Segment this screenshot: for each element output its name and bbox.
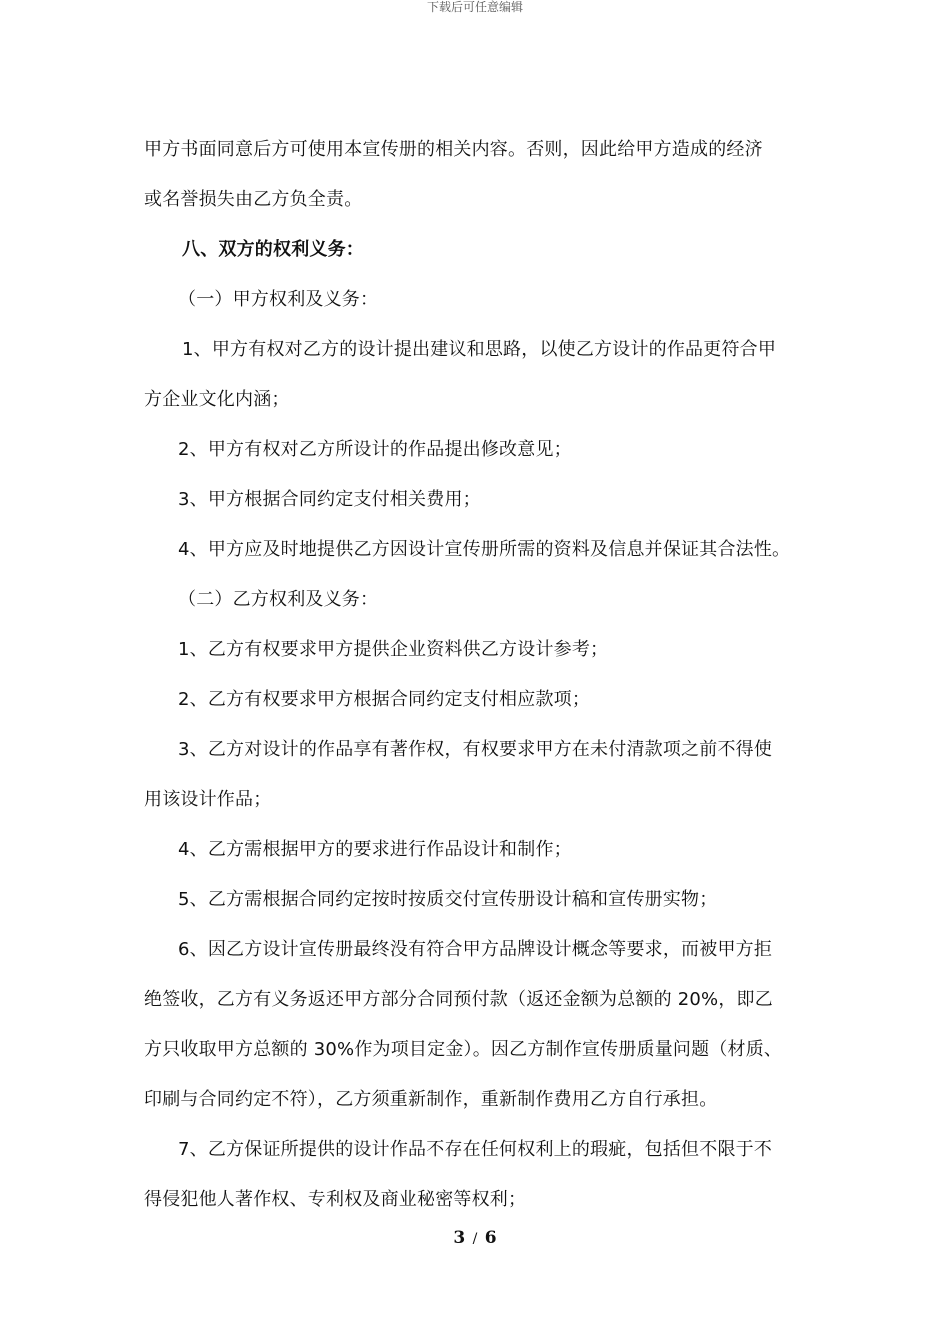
header-note: 下载后可任意编辑 xyxy=(426,0,523,14)
body-line: 方只收取甲方总额的 30%作为项目定金）。因乙方制作宣传册质量问题（材质、 xyxy=(144,1039,783,1060)
page-separator: / xyxy=(472,1231,478,1247)
body-line: 用该设计作品； xyxy=(144,789,272,810)
list-item: 1、乙方有权要求甲方提供企业资料供乙方设计参考； xyxy=(178,639,609,660)
body-line: 绝签收，乙方有义务返还甲方部分合同预付款（返还金额为总额的 20%，即乙 xyxy=(144,989,773,1010)
list-item: 1、甲方有权对乙方的设计提出建议和思路，以使乙方设计的作品更符合甲 xyxy=(182,339,777,360)
subsection-heading: （一）甲方权利及义务： xyxy=(178,289,379,310)
list-item: 6、因乙方设计宣传册最终没有符合甲方品牌设计概念等要求，而被甲方拒 xyxy=(178,939,773,960)
body-line: 甲方书面同意后方可使用本宣传册的相关内容。否则，因此给甲方造成的经济 xyxy=(144,139,763,160)
list-item: 5、乙方需根据合同约定按时按质交付宣传册设计稿和宣传册实物； xyxy=(178,889,718,910)
list-item: 2、甲方有权对乙方所设计的作品提出修改意见； xyxy=(178,439,572,460)
body-line: 方企业文化内涵； xyxy=(144,389,290,410)
page-number xyxy=(0,1226,950,1251)
list-item: 3、甲方根据合同约定支付相关费用； xyxy=(178,489,481,510)
body-line: 印刷与合同约定不符），乙方须重新制作，重新制作费用乙方自行承担。 xyxy=(144,1089,718,1110)
document-body xyxy=(144,128,812,1228)
current-page-number: 3 xyxy=(453,1228,466,1248)
list-item: 4、甲方应及时地提供乙方因设计宣传册所需的资料及信息并保证其合法性。 xyxy=(178,539,791,560)
list-item: 2、乙方有权要求甲方根据合同约定支付相应款项； xyxy=(178,689,591,710)
body-line: 或名誉损失由乙方负全责。 xyxy=(144,189,363,210)
subsection-heading: （二）乙方权利及义务： xyxy=(178,589,379,610)
total-page-count: 6 xyxy=(484,1228,497,1248)
list-item: 4、乙方需根据甲方的要求进行作品设计和制作； xyxy=(178,839,572,860)
section-heading: 八、双方的权利义务： xyxy=(182,239,364,260)
list-item: 3、乙方对设计的作品享有著作权，有权要求甲方在未付清款项之前不得使 xyxy=(178,739,773,760)
list-item: 7、乙方保证所提供的设计作品不存在任何权利上的瑕疵，包括但不限于不 xyxy=(178,1139,773,1160)
body-line: 得侵犯他人著作权、专利权及商业秘密等权利； xyxy=(144,1189,527,1210)
